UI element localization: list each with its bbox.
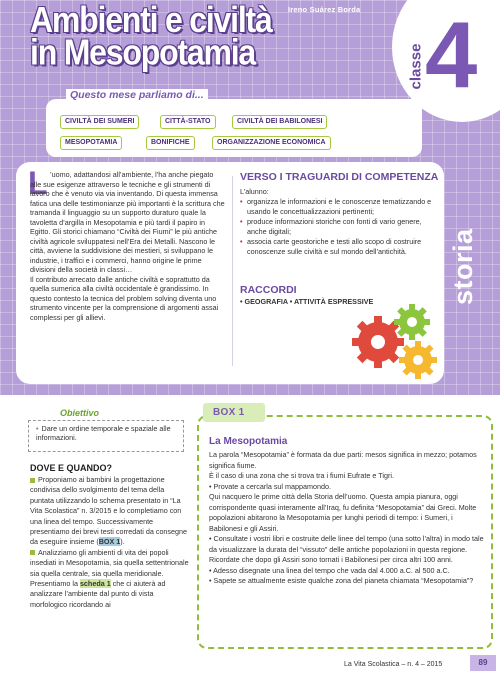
box1-paragraph: • Provate a cercarla sul mappamondo.	[209, 481, 331, 491]
objective-bullet: •	[36, 424, 39, 433]
box1-paragraph: Qui nacquero le prime città della Storia dell’uomo. Questa ampia pianura, oggi corrispondente quasi interamente all’Iraq, fu definita “Mesopotamia” dai Greci. Molte popolazioni abitarono la Mesopotamia per lunghi periodi di tempo: i Sumeri, i Babilonesi e gli Assiri.	[209, 492, 477, 533]
box1-paragraph: La parola “Mesopotamia” è formata da due parti: mesos significa in mezzo; potamos significa fiume.	[209, 450, 477, 470]
bullet-square-icon	[30, 478, 35, 483]
box1-paragraph: • Adesso disegnate una linea del tempo che vada dal 4.000 a.C. al 500 a.C.	[209, 565, 450, 575]
box-reference: BOX 1	[98, 537, 121, 547]
competence-title: VERSO I TRAGUARDI DI COMPETENZA	[240, 171, 439, 183]
intro-text	[28, 165, 226, 322]
competence-list	[240, 197, 432, 257]
page-number: 89	[470, 655, 496, 671]
topic-tag: BONIFICHE	[146, 136, 195, 150]
intro-paragraph: ’uomo, adattandosi all’ambiente, l’ha anche piegato alle sue esigenze attraverso le tecniche e gli strumenti di lavoro che è venuto via via inventando. Di questa immensa fatica una delle testimonianze più importanti è la scrittura che tramanda il linguaggio su un supporto duraturo quale la tavoletta d’argilla in Mesopotamia e più tardi il papiro in Egitto. Gli storici chiamano “Civiltà dei Fiumi” le più antiche civiltà agricole sviluppatesi nell’Era dei Metalli. Nascono le città, avviene la suddivisione dei mestieri, si sviluppano le industrie, i traffici e i commerci, hanno origine le prime divisioni della società in classi…	[30, 170, 225, 274]
raccordi-text: • GEOGRAFIA • ATTIVITÀ ESPRESSIVE	[240, 297, 374, 306]
gear-yellow-icon	[399, 341, 437, 379]
section-label: storia	[448, 228, 478, 305]
topic-tag: CIVILTÀ DEI BABILONESI	[232, 115, 327, 129]
topic-tag: MESOPOTAMIA	[60, 136, 122, 150]
objective-text-content: Dare un ordine temporale e spaziale alle informazioni.	[36, 424, 171, 442]
title-line-1: Ambienti e civiltà	[30, 0, 272, 40]
topics-heading: Questo mese parliamo di...	[66, 89, 208, 101]
box1-paragraph: È il caso di una zona che si trova tra i fiumi Eufrate e Tigri.	[209, 471, 394, 480]
bullet-square-icon	[30, 550, 35, 555]
topics-box	[46, 89, 422, 157]
where-when-paragraph: Proponiamo ai bambini la progettazione condivisa dello svolgimento del tema della puntata utilizzando lo schema presentato in “La Vita Scolastica” n. 3/2015 e lo completiamo con una linea del tempo. Successivamente presentiamo dei brevi testi corredati da consegne da eseguire insieme (	[30, 475, 188, 547]
box1-paragraph: • Consultate i vostri libri e costruite delle linee del tempo (una sotto l’altra) in modo tale da visualizzare la durata del “vissuto” delle antiche popolazioni in questa regione. Ricordate che dopo gli Assiri sono tornati i Babilonesi per circa altri 100 anni.	[209, 534, 484, 564]
page-title	[30, 0, 272, 73]
topic-tag: CITTÀ-STATO	[160, 115, 216, 129]
where-when-paragraph-end: che ci aiuterà ad analizzare l’ambiente dal punto di vista morfologico ricordando ai	[30, 579, 166, 609]
title-line-2: in Mesopotamia	[30, 32, 256, 73]
gear-green-icon	[394, 304, 430, 340]
where-when-paragraph: Analizziamo gli ambienti di vita dei popoli insediati in Mesopotamia, sia quella settentrionale sia quella centrale, sia quella meridionale. Presentiamo la	[30, 547, 189, 589]
competence-lead: L’alunno:	[240, 187, 269, 196]
dropcap: L	[28, 165, 48, 201]
topic-tag: CIVILTÀ DEI SUMERI	[60, 115, 139, 129]
intro-paragraph: Il contributo arrecato dalle antiche civiltà e soprattutto da quella sumerica alla civiltà occidentale è grandissimo. In questo contesto la tecnica del problem solving diventa uno strumento vincente per la comprensione di argomenti assai complessi per gli allievi.	[30, 274, 219, 322]
sheet-reference: scheda 1	[79, 579, 111, 589]
box1-text	[209, 450, 487, 587]
box1-paragraph: • Sapete se attualmente esiste qualche zona del pianeta chiamata “Mesopotamia”?	[209, 576, 474, 585]
class-badge-label: classe	[407, 43, 425, 90]
where-when-paragraph-end: ).	[120, 537, 125, 547]
footer-text: La Vita Scolastica – n. 4 – 2015	[344, 661, 443, 668]
where-when-text	[30, 475, 190, 610]
box1-title: La Mesopotamia	[209, 436, 288, 447]
gears-icon	[348, 300, 448, 390]
competence-item: • associa carte geostoriche e testi allo scopo di costruire conoscenze sulle civiltà e sul mondo dell’antichità.	[240, 237, 432, 256]
raccordi-title: RACCORDI	[240, 284, 297, 296]
author-name: Ireno Suárez Borda	[288, 5, 361, 14]
box1-label: BOX 1	[203, 403, 265, 422]
competence-item: • produce informazioni storiche con fonti di vario genere, anche digitali;	[240, 217, 432, 236]
competence-item: • organizza le informazioni e le conoscenze tematizzando e usando le concettualizzazioni pertinenti;	[240, 197, 432, 216]
objective-title: Obiettivo	[60, 408, 100, 418]
objective-text	[36, 424, 176, 442]
where-when-title: DOVE E QUANDO?	[30, 463, 113, 473]
class-badge-number: 4	[425, 2, 478, 107]
column-divider	[232, 176, 233, 366]
topic-tag: ORGANIZZAZIONE ECONOMICA	[212, 136, 331, 150]
